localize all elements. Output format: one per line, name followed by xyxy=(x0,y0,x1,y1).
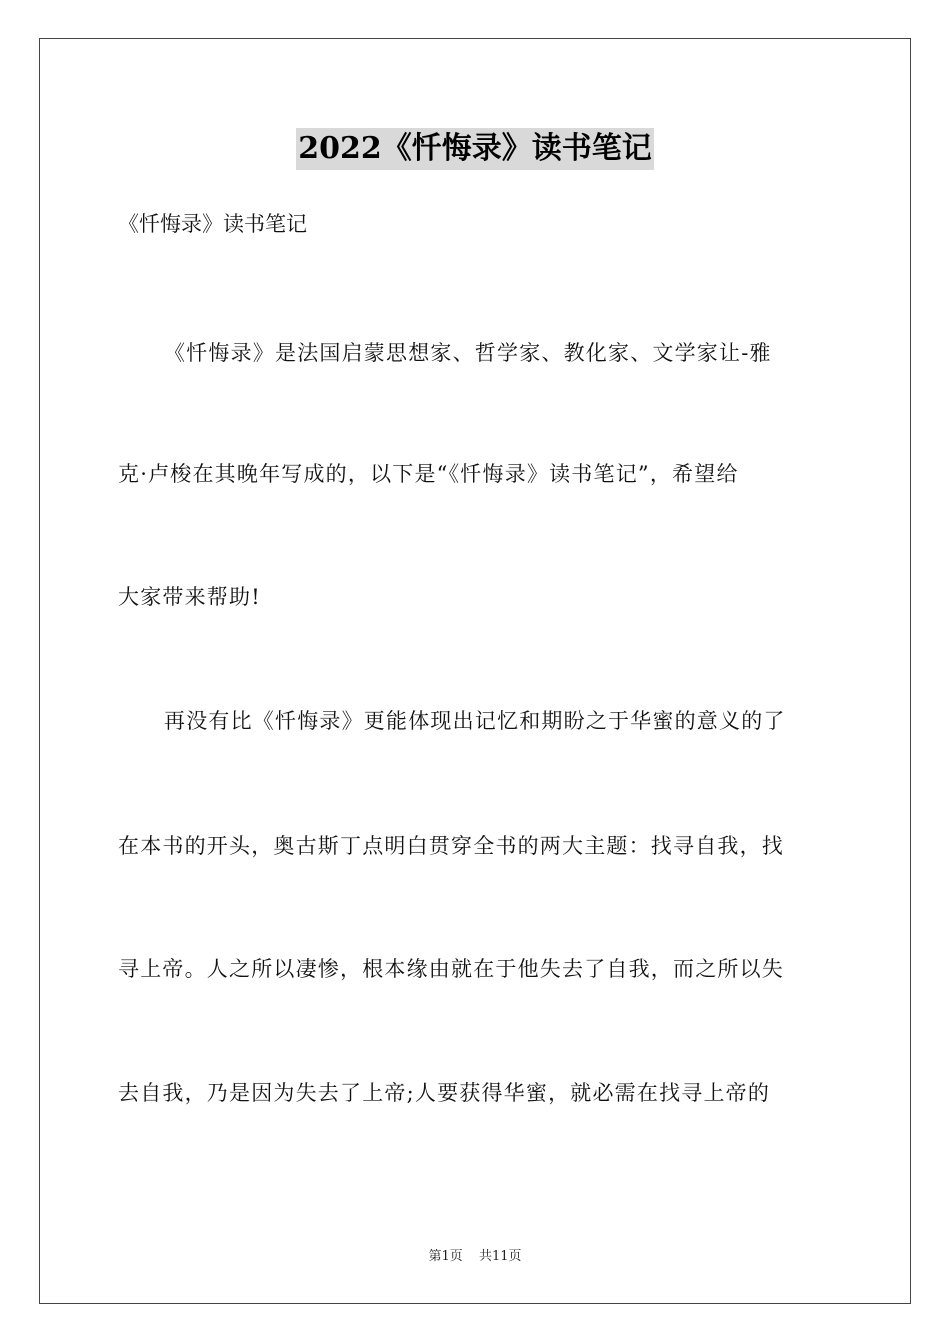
paragraph-2-line-3: 寻上帝。人之所以凄惨，根本缘由就在于他失去了自我，而之所以失 xyxy=(118,957,784,981)
paragraph-1-line-3: 大家带来帮助! xyxy=(118,585,261,609)
paragraph-2-line-2: 在本书的开头，奥古斯丁点明白贯穿全书的两大主题：找寻自我，找 xyxy=(118,834,784,858)
paragraph-1-line-1: 《忏悔录》是法国启蒙思想家、哲学家、教化家、文学家让-雅 xyxy=(164,341,772,365)
title-container xyxy=(0,128,950,170)
page-footer xyxy=(0,1247,950,1267)
paragraph-1-line-2: 克·卢梭在其晚年写成的，以下是“《忏悔录》读书笔记”，希望给 xyxy=(118,462,739,486)
paragraph-2-line-4: 去自我，乃是因为失去了上帝;人要获得华蜜，就必需在找寻上帝的 xyxy=(118,1081,771,1105)
page-total: 共11页 xyxy=(478,1249,522,1264)
page-number: 第1页 xyxy=(428,1249,463,1264)
document-title: 2022《忏悔录》读书笔记 xyxy=(296,128,654,170)
paragraph-2-line-1: 再没有比《忏悔录》更能体现出记忆和期盼之于华蜜的意义的了 xyxy=(164,709,786,733)
document-subtitle: 《忏悔录》读书笔记 xyxy=(118,212,307,236)
